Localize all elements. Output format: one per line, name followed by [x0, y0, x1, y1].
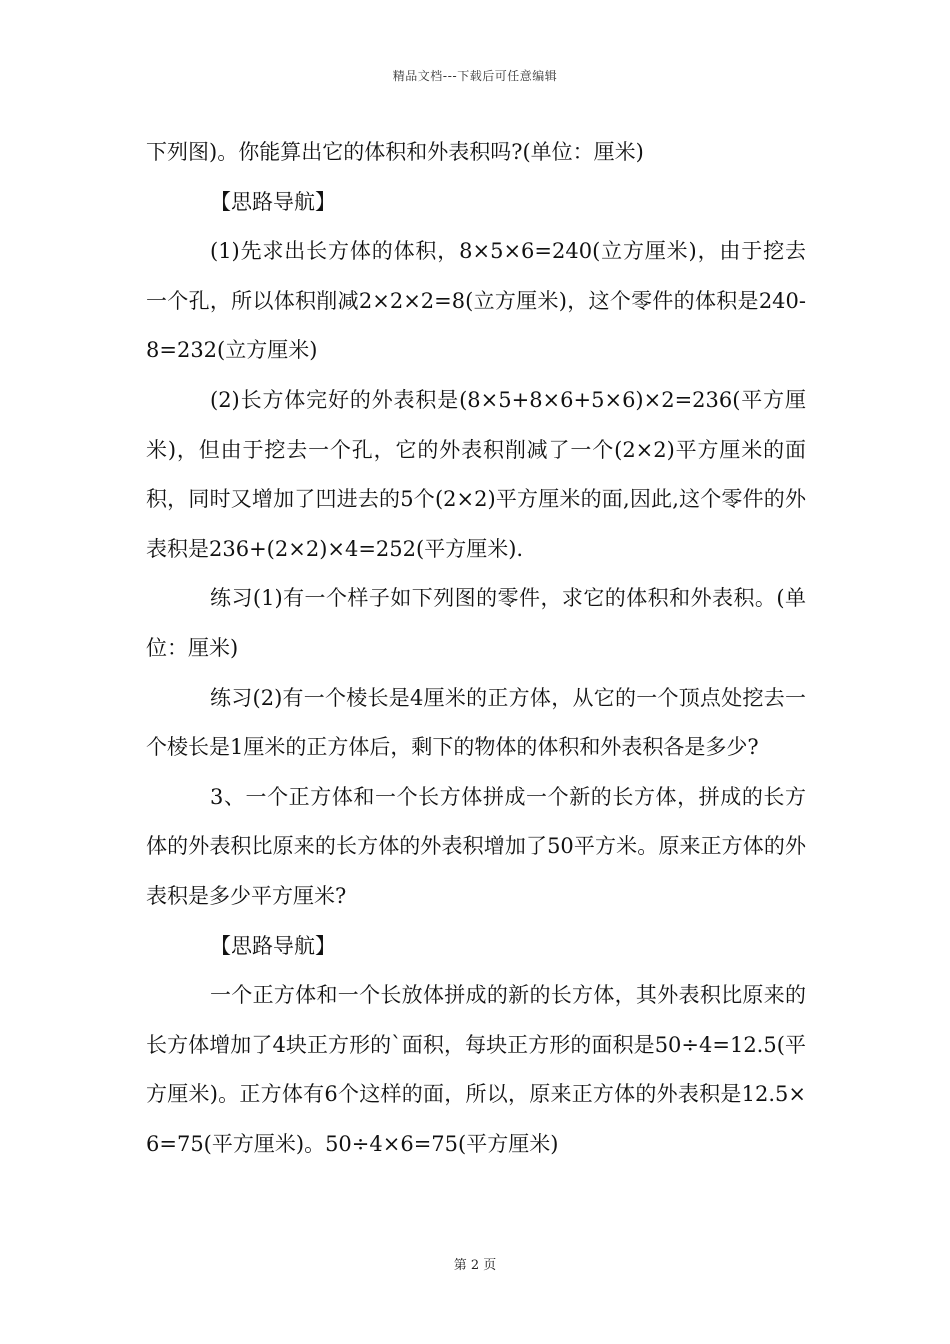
document-body: [146, 128, 806, 1169]
page-number: 第 2 页: [453, 1258, 497, 1273]
section-heading-approach-2: 【思路导航】: [210, 933, 336, 958]
section-heading-approach: 【思路导航】: [210, 189, 336, 214]
paragraph-problem-3-solution: 一个正方体和一个长放体拼成的新的长方体，其外表积比原来的长方体增加了4块正方形的`面积，每块正方形的面积是50÷4=12.5(平方厘米)。正方体有6个这样的面，所以，原来正方体的外表积是12.5×6=75(平方厘米)。50÷4×6=75(平方厘米): [146, 983, 806, 1156]
page-header: 精品文档---下载后可任意编辑: [392, 69, 558, 83]
paragraph-continuation: 下列图)。你能算出它的体积和外表积吗?(单位：厘米): [146, 140, 644, 164]
paragraph-volume-solution: (1)先求出长方体的体积，8×5×6=240(立方厘米)，由于挖去一个孔，所以体积削减2×2×2=8(立方厘米)，这个零件的体积是240-8=232(立方厘米): [146, 239, 806, 363]
paragraph-problem-3: 3、一个正方体和一个长方体拼成一个新的长方体，拼成的长方体的外表积比原来的长方体的外表积增加了50平方米。原来正方体的外表积是多少平方厘米?: [146, 784, 806, 908]
paragraph-surface-solution: (2)长方体完好的外表积是(8×5+8×6+5×6)×2=236(平方厘米)，但由于挖去一个孔，它的外表积削减了一个(2×2)平方厘米的面积，同时又增加了凹进去的5个(2×2)平方厘米的面,因此,这个零件的外表积是236+(2×2)×4=252(平方厘米).: [146, 387, 806, 561]
paragraph-exercise-1: 练习(1)有一个样子如下列图的零件，求它的体积和外表积。(单位：厘米): [146, 586, 806, 660]
paragraph-exercise-2: 练习(2)有一个棱长是4厘米的正方体，从它的一个顶点处挖去一个棱长是1厘米的正方体后，剩下的物体的体积和外表积各是多少?: [146, 685, 806, 760]
